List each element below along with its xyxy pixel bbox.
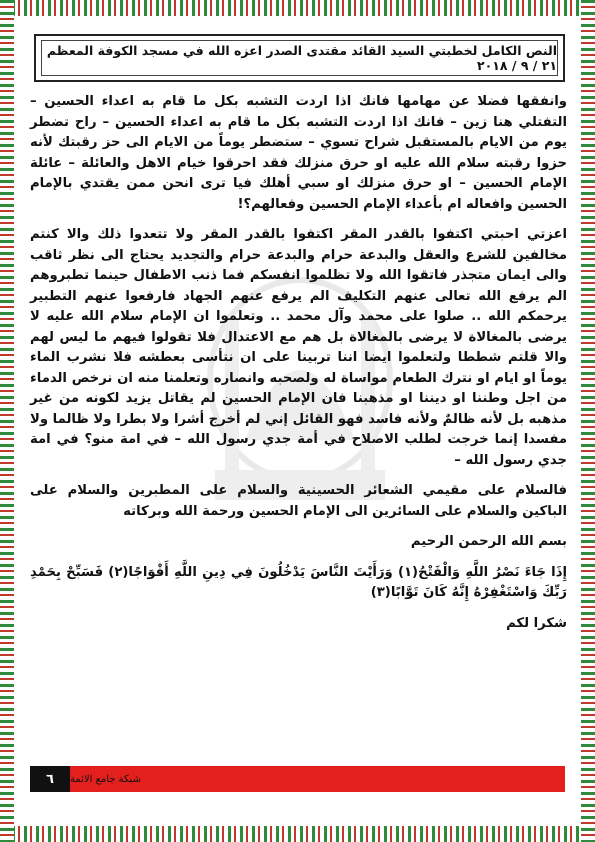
- basmala: بسم الله الرحمن الرحيم: [410, 534, 567, 549]
- paragraph: اعزتي احبتي اكتفوا بالقدر المقر اكتفوا بالقدر المقر ولا تتعدوا ذلك والا كنتم مخالفين للشرع والعقل والبدعة حرام والبدعة حرام والتجديد يحتاج الى نظر ثاقب والى ايمان متجذر فاتقوا الله ولا تظلموا انفسكم فما ذنب الاطفال حينما تطبروهم الم يرفع الله تعالى عنهم التكليف الم يرفع عنهم الجهاد فارفعوا عنهم التطبير يرحمكم الله .. صلوا على محمد وآل محمد .. وتعلموا ان الإمام سلام الله عليه لا يرضى بالمغالاة لا يرضى بالمغالاة بل هم مع الاعتدال فلا تقولوا فيهم ما ليس لهم والا قلتم شططا ولتعلموا ايضا اننا تربينا على ان نتأسى بعطشه فلا نشرب الماء يوماً او ايام او نترك الطعام مواساة له ولصحبه وانصاره وتعلمنا منه ان نرخص الدماء من اجل وطننا او ديننا او مذهبنا فان الإمام الحسين لم يقاتل يزيد لكونه من غير مذهبه بل لأنه ظالمٌ ولأنه فاسد فهو القائل إني لم أخرج أشرا ولا بطرا ولا ظالما ولا مفسدا إنما خرجت لطلب الاصلاح في أمة جدي رسول الله – في امة منو؟ في امة جدي رسول الله –: [30, 227, 567, 468]
- decorative-top-border: [0, 0, 595, 16]
- paragraph: فالسلام على مقيمي الشعائر الحسينية والسلام على المطبرين والسلام على الباكين والسلام على السائرين الى الإمام الحسين ورحمة الله وبركاته: [30, 483, 567, 519]
- paragraph: وانفقها فضلا عن مهامها فانك اذا اردت التشبه بكل ما قام به اعداء الحسين – التفتلي هنا زين – فانك اذا اردت التشبه بكل ما قام به اعداء الحسين – راح تضطر يوم من الايام بالمستقبل شراح تسوي – ستضطر يوماً من الايام الى حز رقبتك لأنه حزوا رقبته سلام الله عليه او حرق منزلك فقد احرقوا خيام الاهل والعائلة – عائلة الإمام الحسين – او حرق منزلك او سبي أهلك فيا ترى انحن ممن يقتدي بالإمام الحسين وافعاله ام بأعداء الإمام الحسين وفعالهم؟!: [30, 94, 567, 212]
- footer-site-name: شبكة جامع الائمة: [70, 766, 565, 792]
- page-footer: [30, 766, 565, 792]
- closing-thanks: شكرا لكم: [506, 615, 567, 631]
- article-body: [30, 92, 567, 644]
- quran-verse: إِذَا جَاءَ نَصْرُ اللَّهِ وَالْفَتْحُ(١) وَرَأَيْتَ النَّاسَ يَدْخُلُونَ فِي دِينِ اللَّهِ أَفْوَاجًا(٢) فَسَبِّحْ بِحَمْدِ رَبِّكَ وَاسْتَغْفِرْهُ إِنَّهُ كَانَ تَوَّابًا(٣): [30, 564, 567, 600]
- header-frame: [34, 34, 565, 82]
- decorative-bottom-border: [0, 826, 595, 842]
- page-title: النص الكامل لخطبتي السيد القائد مقتدى الصدر اعزه الله في مسجد الكوفة المعظم ٢١ / ٩ / ٢٠١٨: [41, 40, 558, 76]
- page-number: ٦: [30, 766, 70, 792]
- decorative-left-border: [0, 0, 14, 842]
- decorative-right-border: [581, 0, 595, 842]
